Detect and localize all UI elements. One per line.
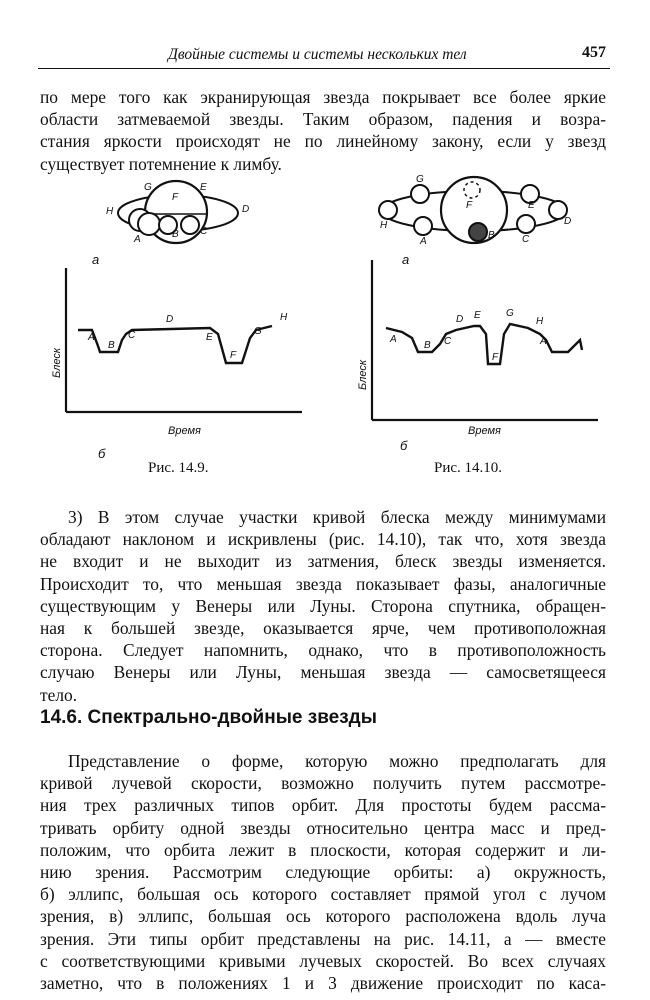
- fig9-curve-label: F: [230, 350, 237, 361]
- fig9-axes: [66, 268, 302, 412]
- fig10-part-a: а: [402, 252, 410, 267]
- paragraph-1: [40, 86, 606, 175]
- figures: [0, 168, 650, 498]
- fig10-curve-label: A: [540, 336, 547, 347]
- fig10-caption: Рис. 14.10.: [434, 460, 503, 476]
- text-line: ная к большей звезде, оказывается ярче, чем противоположная: [40, 618, 606, 639]
- text-line: по мере того как экранирующая звезда покрывает все более яркие: [40, 87, 606, 107]
- text-line: зрения, в) эллипс, большая ось которого расположена вдоль луча: [40, 906, 606, 927]
- fig9-caption: Рис. 14.9.: [148, 460, 209, 476]
- fig10-axes: [372, 260, 598, 420]
- text-line: Представление о форме, которую можно предполагать для: [68, 751, 606, 771]
- paragraph-2: [40, 506, 606, 706]
- fig9-orbit-label: D: [242, 204, 250, 215]
- fig10-curve-label: A: [390, 334, 397, 345]
- running-head-title: Двойные системы и системы нескольких тел: [168, 46, 467, 63]
- text-line: тело.: [40, 684, 78, 705]
- fig10-curve-label: F: [492, 352, 499, 363]
- text-line: существует потемнение к лимбу.: [40, 153, 282, 174]
- fig9-curve-label: B: [108, 340, 115, 351]
- fig10-part-b: б: [400, 438, 408, 453]
- fig10-orbit-label: A: [420, 236, 427, 247]
- fig10-orbit-label: C: [522, 234, 530, 245]
- fig9-curve-label: G: [254, 326, 262, 337]
- text-line: кривой лучевой скорости, возможно получить путем рассмотре-: [40, 773, 606, 794]
- text-line: 3) В этом случае участки кривой блеска между минимумами: [68, 507, 606, 527]
- fig9-orbit-label: H: [106, 206, 114, 217]
- text-line: заметно, что в положениях 1 и 3 движение происходит по каса-: [40, 973, 606, 994]
- fig10-curve-label: B: [424, 340, 431, 351]
- fig10-orbit-label: D: [564, 216, 572, 227]
- page-number: 457: [582, 44, 606, 61]
- fig9-part-b: б: [98, 446, 106, 461]
- text-line: положим, что орбита лежит в плоскости, которая содержит и ли-: [40, 839, 606, 860]
- fig10-x-label: Время: [468, 425, 501, 437]
- text-line: нию зрения. Рассмотрим следующие орбиты: а) окружность,: [40, 862, 606, 883]
- fig9-curve-label: E: [206, 332, 213, 343]
- fig9-orbit-label: E: [200, 182, 207, 193]
- fig10-orbit-diagram: [379, 177, 567, 243]
- text-line: с соответствующими кривыми лучевых скоростей. Во всех случаях: [40, 950, 606, 971]
- text-line: ния трех различных типов орбит. Для простоты будем рассма-: [40, 795, 606, 816]
- fig10-orbit-label: G: [416, 174, 424, 185]
- fig9-y-label: Блеск: [51, 347, 63, 378]
- fig10-curve-label: E: [474, 310, 481, 321]
- paragraph-3: [40, 750, 606, 994]
- fig10-curve-label: G: [506, 308, 514, 319]
- fig10-orbit-label: H: [380, 220, 388, 231]
- text-line: обладают наклоном и искривлены (рис. 14.10), так что, хотя звезда: [40, 529, 606, 550]
- text-line: б) эллипс, большая ось которого составляет прямой угол с лучом: [40, 884, 606, 905]
- text-line: области затмеваемой звезды. Таким образом, падения и возра-: [40, 109, 606, 130]
- fig9-orbit-label: C: [200, 226, 208, 237]
- fig9-orbit-label: F: [172, 192, 179, 203]
- fig10-orbit-label: E: [528, 200, 535, 211]
- fig9-orbit-label: G: [144, 182, 152, 193]
- fig9-curve-label: D: [166, 314, 174, 325]
- fig10-y-label: Блеск: [357, 359, 369, 390]
- fig9-part-a: а: [92, 252, 100, 267]
- section-heading: 14.6. Спектрально-двойные звезды: [40, 707, 377, 728]
- fig10-orbit-label: B: [488, 230, 495, 241]
- fig10-light-curve: [386, 324, 582, 364]
- fig10-curve-label: H: [536, 316, 544, 327]
- text-line: сторона. Следует напомнить, однако, что в противоположность: [40, 640, 606, 661]
- fig9-curve-label: H: [280, 312, 288, 323]
- fig10-orbit-label: F: [466, 200, 473, 211]
- text-line: существующим у Венеры или Луны. Сторона спутника, обращен-: [40, 595, 606, 616]
- fig9-x-label: Время: [168, 425, 201, 437]
- text-line: тривать орбиту одной звезды относительно центра масс и пред-: [40, 817, 606, 838]
- running-head: [38, 38, 610, 69]
- fig9-orbit-label: A: [134, 234, 141, 245]
- fig10-curve-label: D: [456, 314, 464, 325]
- text-line: Происходит то, что меньшая звезда показывает фазы, аналогичные: [40, 573, 606, 594]
- fig9-curve-label: C: [128, 330, 136, 341]
- fig9-curve-label: A: [88, 332, 95, 343]
- text-line: стания яркости происходят не по линейному закону, если у звезд: [40, 131, 606, 152]
- fig9-orbit-label: B: [172, 229, 179, 240]
- text-line: зрения. Эти типы орбит представлены на рис. 14.11, а — вместе: [40, 928, 606, 949]
- text-line: не входит и не выходит из затмения, блеск звезды изменяется.: [40, 551, 606, 572]
- text-line: случаю Венеры или Луны, меньшая звезда — самосветящееся: [40, 662, 606, 683]
- fig10-curve-label: C: [444, 336, 452, 347]
